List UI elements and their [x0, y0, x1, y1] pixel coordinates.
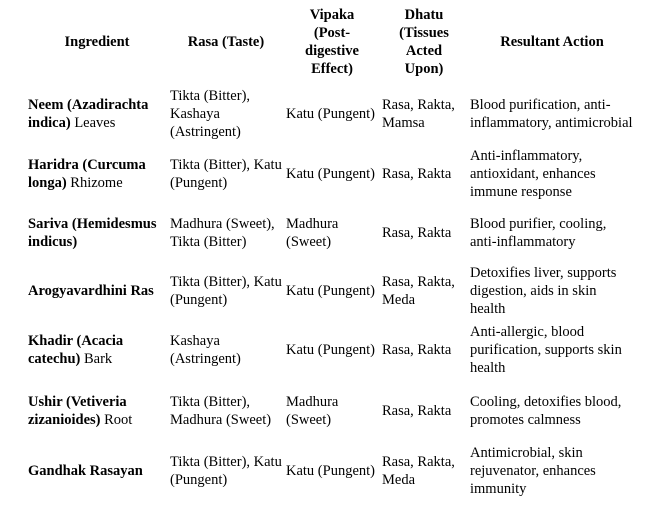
- table-row: [26, 320, 636, 379]
- ingredient-name: Arogyavardhini Ras: [28, 283, 154, 299]
- cell-vipaka: Katu (Pungent): [286, 463, 375, 479]
- table-row: [26, 379, 636, 441]
- cell-rasa: Tikta (Bitter), Kashaya (Astringent): [170, 87, 251, 140]
- cell-vipaka: Katu (Pungent): [286, 105, 375, 122]
- cell-dhatu: Rasa, Rakta, Mamsa: [382, 96, 455, 131]
- cell-vipaka: Katu (Pungent): [286, 166, 375, 182]
- table-row: [26, 261, 636, 320]
- cell-ingredient: [26, 203, 168, 261]
- cell-dhatu: Rasa, Rakta, Meda: [382, 274, 455, 308]
- cell-action: Detoxifies liver, supports digestion, aids in skin health: [470, 265, 617, 317]
- cell-ingredient: [26, 261, 168, 320]
- cell-rasa: Tikta (Bitter), Katu (Pungent): [170, 454, 282, 488]
- cell-vipaka: Madhura (Sweet): [286, 215, 339, 250]
- cell-ingredient: [26, 379, 168, 441]
- cell-ingredient: [26, 441, 168, 500]
- cell-action: Cooling, detoxifies blood, promotes calmness: [470, 393, 622, 428]
- table-row: [26, 203, 636, 261]
- cell-dhatu: Rasa, Rakta: [382, 342, 452, 358]
- header-vipaka: Vipaka (Post-digestive Effect): [305, 7, 359, 77]
- cell-vipaka: Katu (Pungent): [286, 283, 375, 299]
- ingredient-name: Khadir (Acacia catechu): [28, 333, 124, 367]
- cell-dhatu: Rasa, Rakta: [382, 224, 452, 241]
- cell-vipaka: Madhura (Sweet): [286, 393, 339, 428]
- cell-rasa: Tikta (Bitter), Madhura (Sweet): [170, 393, 272, 428]
- cell-dhatu: Rasa, Rakta, Meda: [382, 454, 455, 488]
- ingredient-part: Rhizome: [66, 175, 123, 191]
- herbal-properties-table: [26, 6, 636, 500]
- cell-vipaka: Katu (Pungent): [286, 342, 375, 358]
- cell-action: Blood purification, anti-inflammatory, antimicrobial: [470, 96, 633, 131]
- ingredient-name: Haridra (Curcuma longa): [28, 157, 146, 191]
- cell-action: Anti-allergic, blood purification, supports skin health: [470, 324, 622, 376]
- ingredient-part: Root: [100, 411, 133, 428]
- cell-action: Antimicrobial, skin rejuvenator, enhances immunity: [470, 445, 596, 497]
- cell-dhatu: Rasa, Rakta: [382, 402, 452, 419]
- header-dhatu: Dhatu (Tissues Acted Upon): [399, 7, 449, 77]
- ingredient-part: Bark: [80, 351, 113, 367]
- cell-ingredient: [26, 320, 168, 379]
- header-row: [26, 6, 636, 82]
- table-row: [26, 144, 636, 203]
- ingredient-part: Leaves: [70, 114, 116, 131]
- ingredient-name: Ushir (Vetiveria zizanioides): [28, 393, 127, 428]
- cell-dhatu: Rasa, Rakta: [382, 166, 452, 182]
- header-ingredient: Ingredient: [64, 34, 130, 50]
- cell-ingredient: [26, 144, 168, 203]
- ingredient-name: Neem (Azadirachta indica): [28, 96, 149, 131]
- ingredient-name: Sariva (Hemidesmus indicus): [28, 215, 157, 250]
- header-rasa: Rasa (Taste): [187, 34, 265, 50]
- header-action: Resultant Action: [500, 34, 604, 50]
- cell-rasa: Madhura (Sweet), Tikta (Bitter): [170, 215, 275, 250]
- cell-ingredient: [26, 82, 168, 144]
- cell-rasa: Tikta (Bitter), Katu (Pungent): [170, 157, 282, 191]
- table-row: [26, 441, 636, 500]
- cell-rasa: Tikta (Bitter), Katu (Pungent): [170, 274, 282, 308]
- table-row: [26, 82, 636, 144]
- ingredient-name: Gandhak Rasayan: [28, 463, 143, 479]
- cell-rasa: Kashaya (Astringent): [170, 333, 241, 367]
- cell-action: Blood purifier, cooling, anti-inflammatory: [470, 215, 607, 250]
- cell-action: Anti-inflammatory, antioxidant, enhances immune response: [470, 148, 596, 200]
